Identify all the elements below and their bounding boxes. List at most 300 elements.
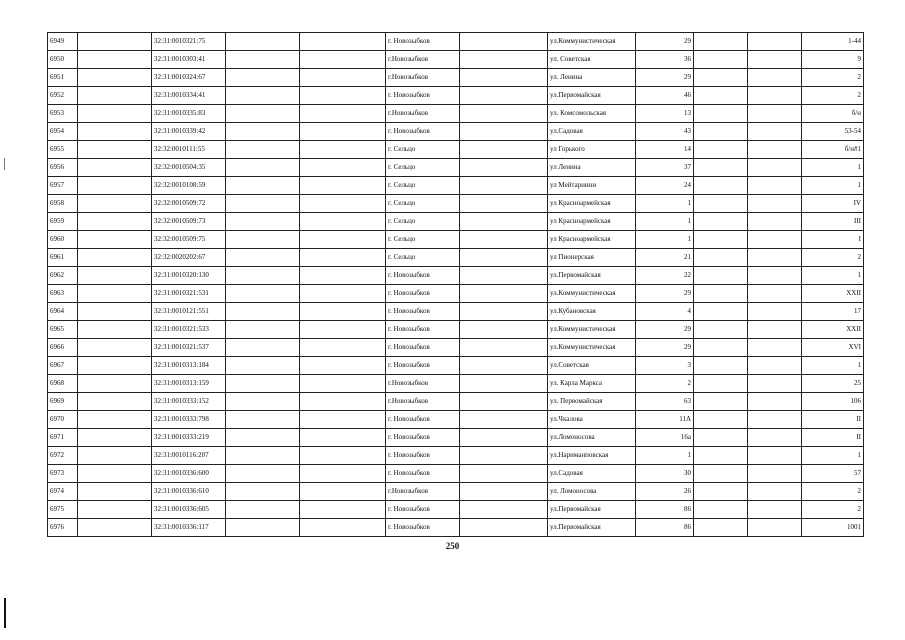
col-blank-2-cell — [226, 501, 300, 519]
house-number-cell: 1 — [636, 231, 694, 249]
street-cell: ул.Первомайская — [548, 501, 636, 519]
locality-cell: г. Сельцо — [386, 213, 460, 231]
table-row — [48, 249, 864, 267]
locality-cell: г.Новозыбков — [386, 105, 460, 123]
house-number-cell: 29 — [636, 321, 694, 339]
premises-number-cell: II — [802, 411, 864, 429]
col-blank-5-cell — [694, 105, 748, 123]
col-blank-4-cell — [460, 87, 548, 105]
col-blank-6-cell — [748, 87, 802, 105]
col-blank-3-cell — [300, 87, 386, 105]
house-number-cell: 63 — [636, 393, 694, 411]
house-number-cell: 13 — [636, 105, 694, 123]
house-number-cell: 3 — [636, 357, 694, 375]
house-number-cell: 22 — [636, 267, 694, 285]
col-blank-3-cell — [300, 501, 386, 519]
col-blank-6-cell — [748, 51, 802, 69]
house-number-cell: 4 — [636, 303, 694, 321]
premises-number-cell: 1-44 — [802, 33, 864, 51]
cadastral-number-cell: 32:32:0010504:35 — [152, 159, 226, 177]
street-cell: ул.Садовая — [548, 465, 636, 483]
col-blank-3-cell — [300, 465, 386, 483]
col-blank-2-cell — [226, 321, 300, 339]
row-number-cell: 6961 — [48, 249, 78, 267]
col-blank-3-cell — [300, 123, 386, 141]
table-row — [48, 87, 864, 105]
street-cell: ул.Коммунистическая — [548, 285, 636, 303]
col-blank-3-cell — [300, 159, 386, 177]
house-number-cell: 43 — [636, 123, 694, 141]
locality-cell: г. Новозыбков — [386, 465, 460, 483]
col-blank-5-cell — [694, 177, 748, 195]
col-blank-1-cell — [78, 411, 152, 429]
registry-body — [48, 33, 864, 537]
table-row — [48, 519, 864, 537]
street-cell: ул Горького — [548, 141, 636, 159]
col-blank-1-cell — [78, 249, 152, 267]
col-blank-5-cell — [694, 87, 748, 105]
row-number-cell: 6971 — [48, 429, 78, 447]
street-cell: ул.Первомайская — [548, 519, 636, 537]
col-blank-4-cell — [460, 519, 548, 537]
col-blank-3-cell — [300, 51, 386, 69]
row-number-cell: 6966 — [48, 339, 78, 357]
table-row — [48, 429, 864, 447]
col-blank-6-cell — [748, 33, 802, 51]
col-blank-3-cell — [300, 33, 386, 51]
col-blank-5-cell — [694, 249, 748, 267]
cadastral-number-cell: 32:31:0010333:219 — [152, 429, 226, 447]
house-number-cell: 29 — [636, 33, 694, 51]
house-number-cell: 1 — [636, 447, 694, 465]
col-blank-2-cell — [226, 465, 300, 483]
street-cell: ул.Ломоносова — [548, 429, 636, 447]
row-number-cell: 6954 — [48, 123, 78, 141]
premises-number-cell: XVI — [802, 339, 864, 357]
table-row — [48, 141, 864, 159]
col-blank-4-cell — [460, 141, 548, 159]
premises-number-cell: 2 — [802, 69, 864, 87]
table-row — [48, 393, 864, 411]
col-blank-2-cell — [226, 429, 300, 447]
cadastral-number-cell: 32:31:0010333:152 — [152, 393, 226, 411]
house-number-cell: 46 — [636, 87, 694, 105]
row-number-cell: 6964 — [48, 303, 78, 321]
street-cell: ул. Первомайская — [548, 393, 636, 411]
col-blank-2-cell — [226, 87, 300, 105]
col-blank-5-cell — [694, 321, 748, 339]
street-cell: ул Красноармейская — [548, 195, 636, 213]
col-blank-1-cell — [78, 159, 152, 177]
col-blank-4-cell — [460, 393, 548, 411]
cadastral-number-cell: 32:31:0010121:551 — [152, 303, 226, 321]
cadastral-number-cell: 32:31:0010336:605 — [152, 501, 226, 519]
col-blank-2-cell — [226, 303, 300, 321]
col-blank-5-cell — [694, 339, 748, 357]
row-number-cell: 6973 — [48, 465, 78, 483]
row-number-cell: 6957 — [48, 177, 78, 195]
locality-cell: г. Новозыбков — [386, 501, 460, 519]
col-blank-2-cell — [226, 249, 300, 267]
col-blank-3-cell — [300, 285, 386, 303]
table-row — [48, 33, 864, 51]
col-blank-5-cell — [694, 231, 748, 249]
col-blank-3-cell — [300, 357, 386, 375]
row-number-cell: 6960 — [48, 231, 78, 249]
row-number-cell: 6950 — [48, 51, 78, 69]
col-blank-3-cell — [300, 195, 386, 213]
col-blank-6-cell — [748, 285, 802, 303]
col-blank-5-cell — [694, 285, 748, 303]
cadastral-number-cell: 32:31:0010313:159 — [152, 375, 226, 393]
col-blank-6-cell — [748, 339, 802, 357]
premises-number-cell: 1 — [802, 159, 864, 177]
premises-number-cell: II — [802, 429, 864, 447]
house-number-cell: 1 — [636, 195, 694, 213]
col-blank-4-cell — [460, 357, 548, 375]
locality-cell: г. Сельцо — [386, 195, 460, 213]
premises-number-cell: 106 — [802, 393, 864, 411]
col-blank-5-cell — [694, 213, 748, 231]
col-blank-1-cell — [78, 141, 152, 159]
table-row — [48, 447, 864, 465]
col-blank-5-cell — [694, 447, 748, 465]
col-blank-4-cell — [460, 303, 548, 321]
cadastral-number-cell: 32:32:0010108:59 — [152, 177, 226, 195]
premises-number-cell: 9 — [802, 51, 864, 69]
cadastral-number-cell: 32:31:0010336:600 — [152, 465, 226, 483]
row-number-cell: 6956 — [48, 159, 78, 177]
col-blank-4-cell — [460, 33, 548, 51]
col-blank-3-cell — [300, 267, 386, 285]
cadastral-number-cell: 32:32:0010509:73 — [152, 213, 226, 231]
col-blank-2-cell — [226, 195, 300, 213]
street-cell: ул.Коммунистическая — [548, 321, 636, 339]
col-blank-1-cell — [78, 105, 152, 123]
premises-number-cell: 2 — [802, 501, 864, 519]
col-blank-3-cell — [300, 429, 386, 447]
locality-cell: г. Новозыбков — [386, 429, 460, 447]
col-blank-6-cell — [748, 69, 802, 87]
locality-cell: г. Новозыбков — [386, 339, 460, 357]
col-blank-6-cell — [748, 249, 802, 267]
cadastral-number-cell: 32:31:0010336:610 — [152, 483, 226, 501]
col-blank-6-cell — [748, 519, 802, 537]
premises-number-cell: б/н#1 — [802, 141, 864, 159]
locality-cell: г. Новозыбков — [386, 447, 460, 465]
col-blank-1-cell — [78, 33, 152, 51]
col-blank-4-cell — [460, 483, 548, 501]
col-blank-1-cell — [78, 519, 152, 537]
col-blank-6-cell — [748, 177, 802, 195]
locality-cell: г. Сельцо — [386, 159, 460, 177]
col-blank-2-cell — [226, 51, 300, 69]
locality-cell: г.Новозыбков — [386, 393, 460, 411]
street-cell: ул.Коммунистическая — [548, 33, 636, 51]
col-blank-2-cell — [226, 411, 300, 429]
table-row — [48, 69, 864, 87]
col-blank-4-cell — [460, 213, 548, 231]
col-blank-3-cell — [300, 321, 386, 339]
table-row — [48, 51, 864, 69]
col-blank-5-cell — [694, 357, 748, 375]
locality-cell: г. Новозыбков — [386, 87, 460, 105]
house-number-cell: 29 — [636, 339, 694, 357]
col-blank-1-cell — [78, 51, 152, 69]
table-row — [48, 411, 864, 429]
col-blank-3-cell — [300, 69, 386, 87]
col-blank-3-cell — [300, 249, 386, 267]
col-blank-1-cell — [78, 177, 152, 195]
col-blank-4-cell — [460, 177, 548, 195]
street-cell: ул.Нариманповская — [548, 447, 636, 465]
col-blank-1-cell — [78, 357, 152, 375]
table-row — [48, 465, 864, 483]
house-number-cell: 1 — [636, 213, 694, 231]
cadastral-number-cell: 32:32:0010509:75 — [152, 231, 226, 249]
col-blank-2-cell — [226, 69, 300, 87]
col-blank-3-cell — [300, 141, 386, 159]
col-blank-5-cell — [694, 465, 748, 483]
col-blank-5-cell — [694, 429, 748, 447]
street-cell: ул.Первомайская — [548, 267, 636, 285]
table-row — [48, 105, 864, 123]
scan-edge-mark-faint — [4, 158, 5, 170]
house-number-cell: 24 — [636, 177, 694, 195]
table-row — [48, 285, 864, 303]
col-blank-5-cell — [694, 501, 748, 519]
col-blank-5-cell — [694, 69, 748, 87]
street-cell: ул.Советская — [548, 357, 636, 375]
col-blank-1-cell — [78, 393, 152, 411]
col-blank-1-cell — [78, 447, 152, 465]
col-blank-3-cell — [300, 105, 386, 123]
house-number-cell: 30 — [636, 465, 694, 483]
col-blank-1-cell — [78, 69, 152, 87]
street-cell: ул Красноармейская — [548, 213, 636, 231]
scan-edge-mark — [4, 598, 6, 628]
col-blank-4-cell — [460, 501, 548, 519]
col-blank-3-cell — [300, 213, 386, 231]
street-cell: ул.Первомайская — [548, 87, 636, 105]
street-cell: ул. Комсомольская — [548, 105, 636, 123]
street-cell: ул.Чкалова — [548, 411, 636, 429]
street-cell: ул.Садовая — [548, 123, 636, 141]
col-blank-6-cell — [748, 393, 802, 411]
col-blank-4-cell — [460, 105, 548, 123]
row-number-cell: 6963 — [48, 285, 78, 303]
premises-number-cell: 1 — [802, 177, 864, 195]
col-blank-6-cell — [748, 231, 802, 249]
col-blank-5-cell — [694, 483, 748, 501]
col-blank-5-cell — [694, 33, 748, 51]
locality-cell: г.Новозыбков — [386, 375, 460, 393]
premises-number-cell: III — [802, 213, 864, 231]
locality-cell: г.Новозыбков — [386, 69, 460, 87]
street-cell: ул. Советская — [548, 51, 636, 69]
street-cell: ул Красноармейская — [548, 231, 636, 249]
col-blank-4-cell — [460, 285, 548, 303]
locality-cell: г. Сельцо — [386, 177, 460, 195]
row-number-cell: 6976 — [48, 519, 78, 537]
row-number-cell: 6955 — [48, 141, 78, 159]
col-blank-6-cell — [748, 159, 802, 177]
locality-cell: г. Сельцо — [386, 231, 460, 249]
street-cell: ул.Кубановская — [548, 303, 636, 321]
premises-number-cell: 1 — [802, 267, 864, 285]
registry-table — [47, 32, 864, 537]
col-blank-1-cell — [78, 339, 152, 357]
street-cell: ул Ленина — [548, 159, 636, 177]
cadastral-number-cell: 32:31:0010333:798 — [152, 411, 226, 429]
house-number-cell: 36 — [636, 51, 694, 69]
table-row — [48, 231, 864, 249]
cadastral-number-cell: 32:31:0010335:83 — [152, 105, 226, 123]
col-blank-2-cell — [226, 519, 300, 537]
street-cell: ул. Карла Маркса — [548, 375, 636, 393]
row-number-cell: 6967 — [48, 357, 78, 375]
premises-number-cell: 2 — [802, 483, 864, 501]
col-blank-2-cell — [226, 123, 300, 141]
table-row — [48, 483, 864, 501]
premises-number-cell: 1 — [802, 357, 864, 375]
street-cell: ул Мейтарнини — [548, 177, 636, 195]
premises-number-cell: 53-54 — [802, 123, 864, 141]
col-blank-5-cell — [694, 393, 748, 411]
cadastral-number-cell: 32:31:0010339:42 — [152, 123, 226, 141]
row-number-cell: 6965 — [48, 321, 78, 339]
row-number-cell: 6970 — [48, 411, 78, 429]
col-blank-4-cell — [460, 339, 548, 357]
row-number-cell: 6972 — [48, 447, 78, 465]
cadastral-number-cell: 32:31:0010313:184 — [152, 357, 226, 375]
col-blank-3-cell — [300, 339, 386, 357]
col-blank-3-cell — [300, 177, 386, 195]
col-blank-1-cell — [78, 231, 152, 249]
col-blank-4-cell — [460, 429, 548, 447]
premises-number-cell: 1001 — [802, 519, 864, 537]
col-blank-1-cell — [78, 501, 152, 519]
locality-cell: г.Новозыбков — [386, 51, 460, 69]
col-blank-2-cell — [226, 483, 300, 501]
table-row — [48, 303, 864, 321]
house-number-cell: 86 — [636, 519, 694, 537]
col-blank-6-cell — [748, 429, 802, 447]
house-number-cell: 16а — [636, 429, 694, 447]
row-number-cell: 6949 — [48, 33, 78, 51]
premises-number-cell: 2 — [802, 87, 864, 105]
cadastral-number-cell: 32:31:0010320:130 — [152, 267, 226, 285]
house-number-cell: 21 — [636, 249, 694, 267]
col-blank-6-cell — [748, 483, 802, 501]
col-blank-5-cell — [694, 267, 748, 285]
col-blank-4-cell — [460, 465, 548, 483]
col-blank-3-cell — [300, 393, 386, 411]
table-row — [48, 195, 864, 213]
table-row — [48, 357, 864, 375]
street-cell: ул.Коммунистическая — [548, 339, 636, 357]
house-number-cell: 29 — [636, 285, 694, 303]
street-cell: ул. Ленина — [548, 69, 636, 87]
street-cell: ул. Ломоносова — [548, 483, 636, 501]
col-blank-2-cell — [226, 267, 300, 285]
premises-number-cell: 1 — [802, 447, 864, 465]
col-blank-2-cell — [226, 33, 300, 51]
locality-cell: г. Новозыбков — [386, 357, 460, 375]
col-blank-1-cell — [78, 87, 152, 105]
locality-cell: г. Сельцо — [386, 141, 460, 159]
col-blank-5-cell — [694, 141, 748, 159]
premises-number-cell: IV — [802, 195, 864, 213]
col-blank-4-cell — [460, 411, 548, 429]
table-row — [48, 501, 864, 519]
col-blank-2-cell — [226, 231, 300, 249]
col-blank-6-cell — [748, 357, 802, 375]
row-number-cell: 6953 — [48, 105, 78, 123]
row-number-cell: 6951 — [48, 69, 78, 87]
table-row — [48, 321, 864, 339]
col-blank-5-cell — [694, 51, 748, 69]
col-blank-3-cell — [300, 303, 386, 321]
premises-number-cell: XXII — [802, 321, 864, 339]
col-blank-1-cell — [78, 303, 152, 321]
locality-cell: г. Новозыбков — [386, 303, 460, 321]
col-blank-6-cell — [748, 465, 802, 483]
col-blank-2-cell — [226, 339, 300, 357]
col-blank-1-cell — [78, 195, 152, 213]
col-blank-1-cell — [78, 483, 152, 501]
row-number-cell: 6969 — [48, 393, 78, 411]
col-blank-2-cell — [226, 213, 300, 231]
house-number-cell: 37 — [636, 159, 694, 177]
col-blank-4-cell — [460, 123, 548, 141]
col-blank-1-cell — [78, 321, 152, 339]
col-blank-2-cell — [226, 177, 300, 195]
col-blank-4-cell — [460, 51, 548, 69]
premises-number-cell: 25 — [802, 375, 864, 393]
col-blank-5-cell — [694, 159, 748, 177]
premises-number-cell: XXII — [802, 285, 864, 303]
col-blank-5-cell — [694, 195, 748, 213]
locality-cell: г. Новозыбков — [386, 411, 460, 429]
cadastral-number-cell: 32:31:0010336:117 — [152, 519, 226, 537]
cadastral-number-cell: 32:31:0010321:75 — [152, 33, 226, 51]
cadastral-number-cell: 32:32:0010509:72 — [152, 195, 226, 213]
cadastral-number-cell: 32:31:0010321:533 — [152, 321, 226, 339]
col-blank-2-cell — [226, 393, 300, 411]
col-blank-3-cell — [300, 375, 386, 393]
col-blank-6-cell — [748, 213, 802, 231]
col-blank-5-cell — [694, 375, 748, 393]
col-blank-5-cell — [694, 411, 748, 429]
street-cell: ул Пионерская — [548, 249, 636, 267]
col-blank-6-cell — [748, 321, 802, 339]
col-blank-3-cell — [300, 231, 386, 249]
row-number-cell: 6975 — [48, 501, 78, 519]
col-blank-6-cell — [748, 141, 802, 159]
col-blank-6-cell — [748, 105, 802, 123]
row-number-cell: 6958 — [48, 195, 78, 213]
cadastral-number-cell: 32:31:0010321:531 — [152, 285, 226, 303]
col-blank-6-cell — [748, 303, 802, 321]
table-row — [48, 177, 864, 195]
col-blank-2-cell — [226, 285, 300, 303]
col-blank-2-cell — [226, 141, 300, 159]
house-number-cell: 11А — [636, 411, 694, 429]
col-blank-2-cell — [226, 105, 300, 123]
cadastral-number-cell: 32:31:0010334:41 — [152, 87, 226, 105]
col-blank-2-cell — [226, 159, 300, 177]
